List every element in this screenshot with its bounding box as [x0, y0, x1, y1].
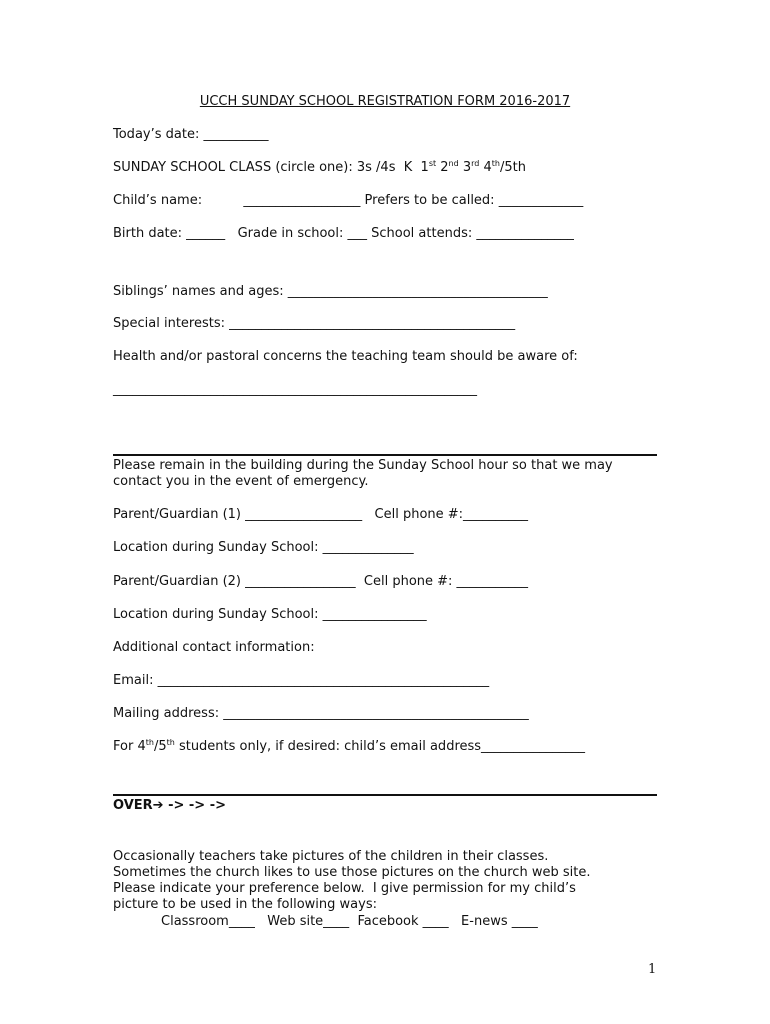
ordinal-suffix: th: [491, 159, 500, 168]
emergency-notice-line-1: Please remain in the building during the Sunday School hour so that we may: [113, 458, 613, 473]
guardian-1-location-field: Location during Sunday School: ______________: [113, 540, 414, 555]
ordinal-suffix: st: [428, 159, 437, 168]
health-concerns-blank: ________________________________________________________: [113, 382, 477, 397]
photo-permission-line-1: Occasionally teachers take pictures of the children in their classes.: [113, 849, 549, 864]
section-divider: [113, 454, 657, 456]
class-option-4: 4: [479, 160, 492, 175]
photo-permission-line-2: Sometimes the church likes to use those pictures on the church web site.: [113, 865, 591, 880]
mailing-address-field: Mailing address: _______________________________________________: [113, 706, 529, 721]
form-title: UCCH SUNDAY SCHOOL REGISTRATION FORM 2016-2017: [199, 94, 571, 109]
section-divider: [113, 794, 657, 796]
email-field: Email: ___________________________________________________: [113, 673, 490, 688]
student-email-line: [113, 739, 585, 755]
emergency-notice-line-2: contact you in the event of emergency.: [113, 474, 369, 489]
photo-permission-line-3: Please indicate your preference below. I give permission for my child’s: [113, 881, 576, 896]
special-interests-field: Special interests: ____________________________________________: [113, 316, 516, 331]
student-email-prefix: For 4: [113, 739, 146, 754]
guardian-2-field: Parent/Guardian (2) _________________ Cell phone #: ___________: [113, 574, 529, 589]
photo-permission-options: Classroom____ Web site____ Facebook ____ E-news ____: [161, 914, 538, 929]
page-number: 1: [648, 962, 657, 977]
ordinal-suffix: nd: [448, 159, 459, 168]
class-option-3: 3: [458, 160, 472, 175]
class-option-5: /5th: [499, 160, 526, 175]
class-option-2: 2: [436, 160, 449, 175]
health-concerns-label: Health and/or pastoral concerns the teaching team should be aware of:: [113, 349, 578, 364]
todays-date-field: Today’s date: __________: [113, 127, 269, 142]
student-email-field: students only, if desired: child’s email address________________: [174, 739, 586, 754]
birth-grade-school-line: Birth date: ______ Grade in school: ___ School attends: _______________: [113, 226, 574, 241]
student-email-grade: /5: [153, 739, 167, 754]
ordinal-suffix: th: [166, 738, 175, 747]
over-indicator: OVER➔ -> -> ->: [113, 798, 226, 813]
guardian-1-field: Parent/Guardian (1) __________________ Cell phone #:__________: [113, 507, 529, 522]
class-selection-line: [113, 160, 526, 176]
additional-contact-label: Additional contact information:: [113, 640, 315, 655]
ordinal-suffix: rd: [471, 159, 480, 168]
photo-permission-line-4: picture to be used in the following ways:: [113, 897, 377, 912]
childs-name-field: Child’s name: __________________ Prefers to be called: _____________: [113, 193, 584, 208]
ordinal-suffix: th: [145, 738, 154, 747]
guardian-2-location-field: Location during Sunday School: ________________: [113, 607, 427, 622]
class-label: SUNDAY SCHOOL CLASS (circle one): 3s /4s K 1: [113, 160, 429, 175]
siblings-field: Siblings’ names and ages: ________________________________________: [113, 284, 548, 299]
